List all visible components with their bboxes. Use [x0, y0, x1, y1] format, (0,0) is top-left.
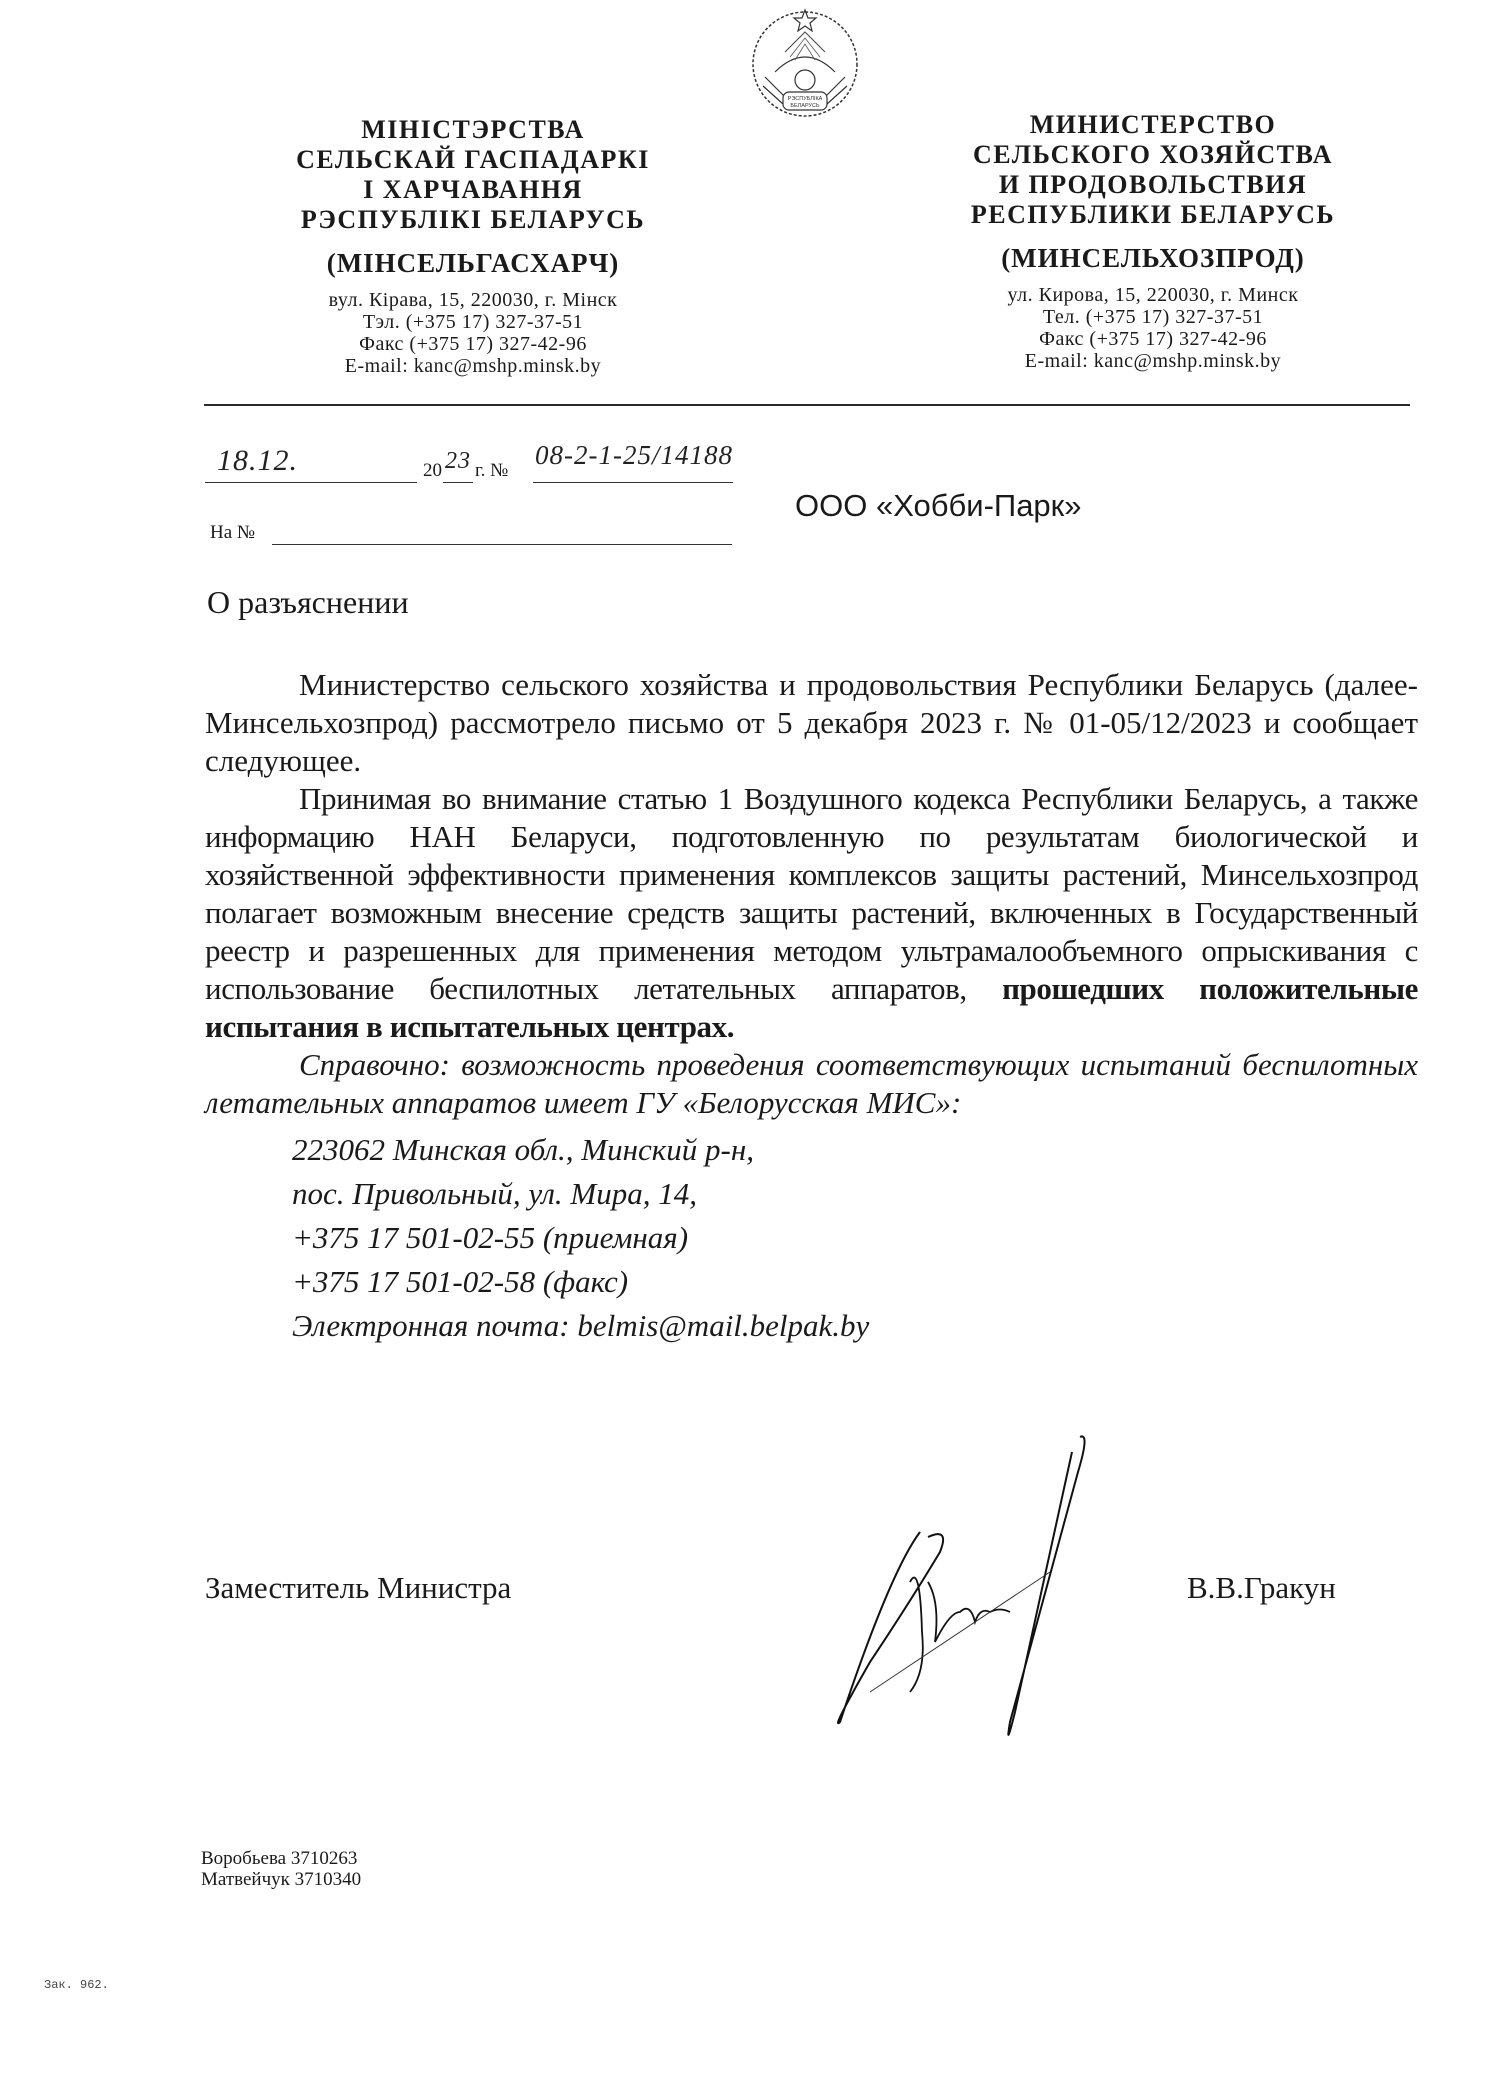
ministry-title-line: МИНИСТЕРСТВО — [1029, 110, 1277, 139]
ministry-fax: Факс (+375 17) 327-42-96 — [359, 333, 587, 355]
reply-to-field — [272, 544, 732, 545]
header-divider — [204, 404, 1410, 406]
ministry-title-line: СЕЛЬСКАЙ ГАСПАДАРКІ — [296, 145, 650, 174]
paragraph: Министерство сельского хозяйства и продовольствия Республики Беларусь (далее- Минсельхозпрод) рассмотрело письмо от 5 декабря 2023 г. № 01-05/12/2023 и сообщает следующее. — [205, 667, 1418, 778]
ministry-title-line: МІНІСТЭРСТВА — [361, 115, 585, 144]
letter-body — [205, 666, 1418, 1348]
signatory-name: В.В.Гракун — [1187, 1570, 1336, 1605]
ministry-title-line: РЕСПУБЛИКИ БЕЛАРУСЬ — [970, 200, 1336, 229]
handwritten-number: 08-2-1-25/14188 — [535, 440, 733, 470]
reference-phone: +375 17 501-02-55 (приемная) — [292, 1220, 689, 1255]
subject: О разъяснении — [207, 584, 409, 620]
bold-emphasis: прошедших положительные испытания в испытательных центрах. — [205, 971, 1418, 1044]
reference-address: 223062 Минская обл., Минский р-н, — [292, 1132, 754, 1167]
reply-to-label: На № — [210, 522, 256, 543]
executor: Воробьева 3710263 — [201, 1848, 358, 1869]
ministry-email: E-mail: kanc@mshp.minsk.by — [1024, 350, 1282, 372]
handwritten-year: 23 — [445, 448, 471, 474]
paragraph — [205, 780, 1418, 1046]
ministry-address: вул. Кірава, 15, 220030, г. Мінск — [328, 289, 618, 311]
addressee: ООО «Хобби-Парк» — [795, 488, 1082, 523]
number-label: г. № — [475, 460, 509, 481]
ministry-title-line: СЕЛЬСКОГО ХОЗЯЙСТВА — [972, 140, 1334, 169]
ministry-title-line: РЭСПУБЛІКІ БЕЛАРУСЬ — [300, 205, 646, 234]
reference-intro: Справочно: возможность проведения соответствующих испытаний беспилотных летательных аппаратов имеет ГУ «Белорусская МИС»: — [205, 1047, 1418, 1120]
state-emblem-icon — [745, 2, 865, 122]
letterhead-belarusian — [258, 115, 688, 377]
executor: Матвейчук 3710340 — [201, 1869, 362, 1890]
ministry-phone: Тел. (+375 17) 327-37-51 — [1042, 306, 1264, 328]
signature-icon — [810, 1432, 1110, 1762]
ministry-title-line: І ХАРЧАВАННЯ — [363, 175, 583, 204]
handwritten-date: 18.12. — [217, 444, 298, 477]
svg-text:БЕЛАРУСЬ: БЕЛАРУСЬ — [790, 103, 820, 109]
letterhead-russian — [938, 110, 1368, 372]
ministry-address: ул. Кирова, 15, 220030, г. Минск — [1007, 284, 1299, 306]
ministry-title-line: И ПРОДОВОЛЬСТВИЯ — [998, 170, 1308, 199]
svg-text:РЭСПУБЛІКА: РЭСПУБЛІКА — [787, 96, 823, 102]
print-order-mark: Зак. 962. — [44, 1978, 109, 1992]
ministry-short-name: (МИНСЕЛЬХОЗПРОД) — [1001, 243, 1305, 273]
ministry-email: E-mail: kanc@mshp.minsk.by — [344, 355, 602, 377]
signatory-title: Заместитель Министра — [205, 1570, 512, 1605]
year-prefix: 20 — [423, 460, 442, 481]
ministry-short-name: (МІНСЕЛЬГАСХАРЧ) — [326, 248, 620, 278]
paragraph-text: Принимая во внимание статью 1 Воздушного кодекса Республики Беларусь, а также информацию НАН Беларуси, подготовленную по результатам биологической и хозяйственной эффективности применения комплексов защиты растений, Минсельхозпрод полагает возможным внесение средств защиты растений, включенных в Государственный реестр и разрешенных для применения методом ультрамалообъемного опрыскивания с использование беспилотных летательных аппаратов, — [205, 781, 1418, 1006]
executors — [201, 1848, 361, 1890]
reference-fax: +375 17 501-02-58 (факс) — [292, 1264, 629, 1299]
ministry-fax: Факс (+375 17) 327-42-96 — [1039, 328, 1267, 350]
ministry-phone: Тэл. (+375 17) 327-37-51 — [362, 311, 584, 333]
reference-email: Электронная почта: belmis@mail.belpak.by — [292, 1308, 870, 1343]
registration-line — [205, 440, 805, 486]
reference-street: пос. Привольный, ул. Мира, 14, — [292, 1176, 697, 1211]
